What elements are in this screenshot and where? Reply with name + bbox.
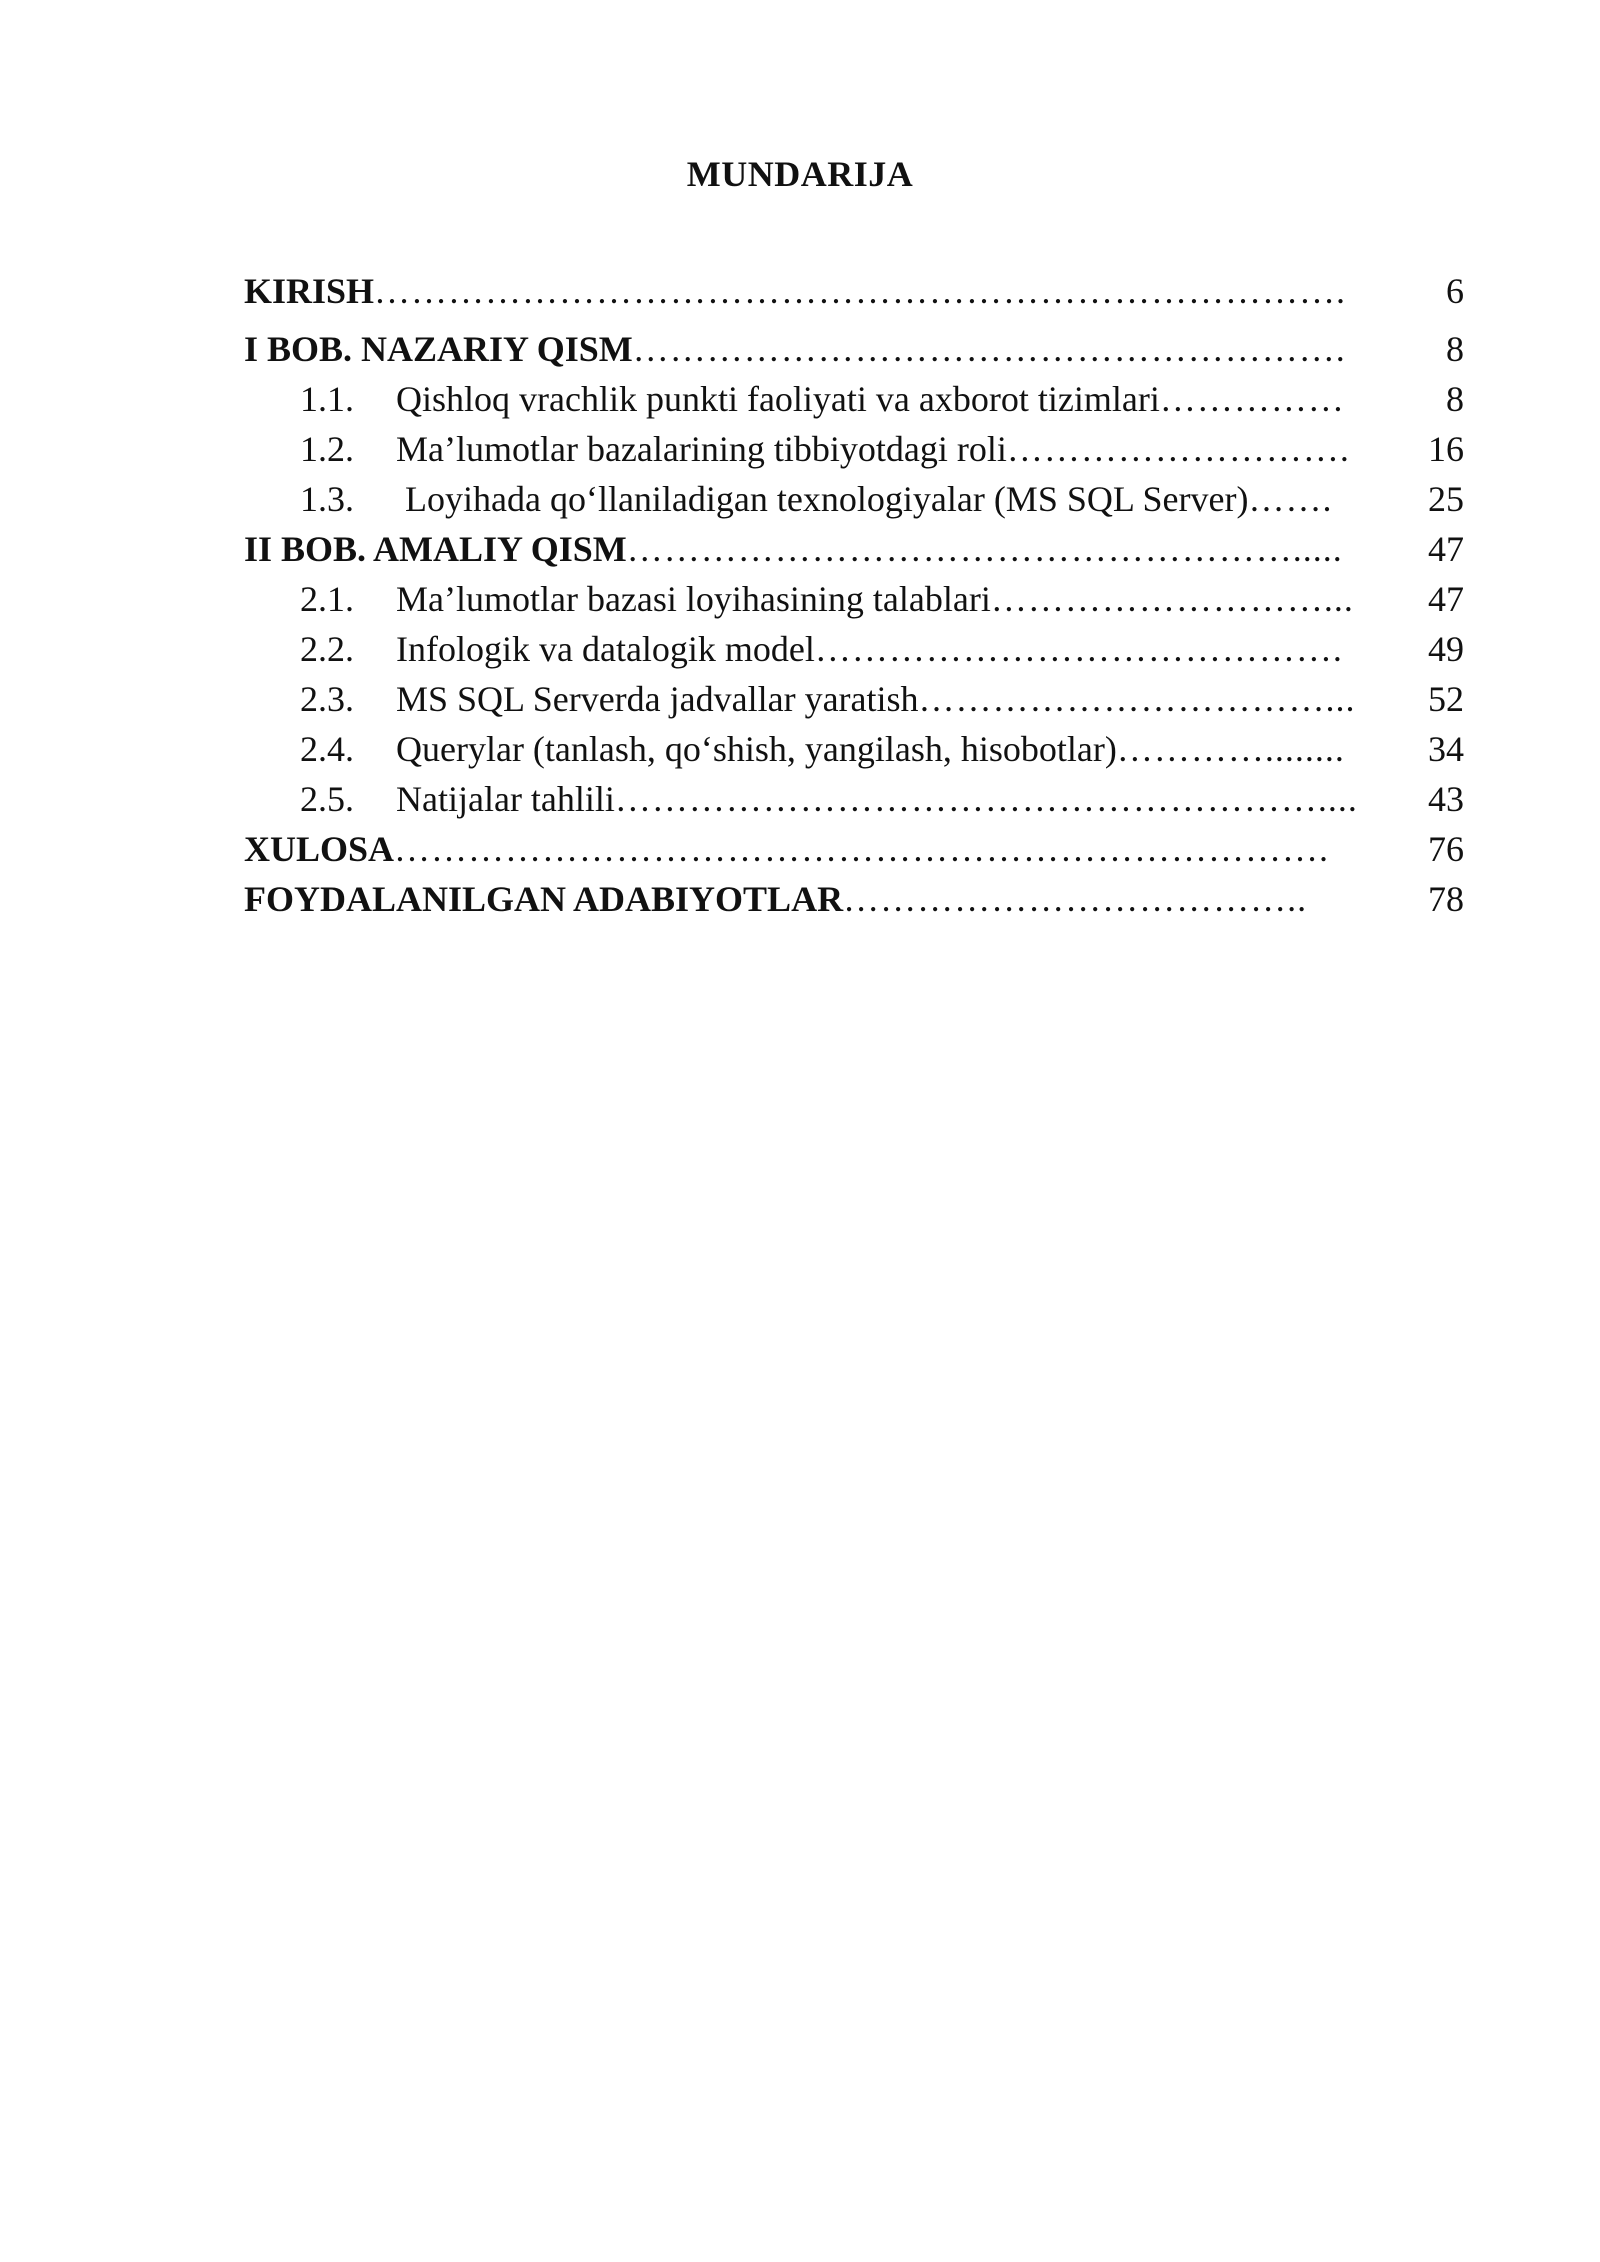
toc-entry-label: KIRISH	[244, 271, 375, 311]
toc-entry-text	[300, 674, 1380, 724]
dot-leader: …………........	[1116, 729, 1345, 769]
toc-entry-section-1-1[interactable]	[244, 374, 1464, 424]
toc-entry-label: Qishloq vrachlik punkti faoliyati va axborot tizimlari	[396, 379, 1160, 419]
toc-page-number: 8	[1446, 329, 1464, 369]
toc-entry-text	[244, 524, 1380, 574]
dot-leader: ……………………….	[1006, 429, 1350, 469]
toc-section-number: 1.3.	[300, 479, 354, 519]
toc-entry-label: Ma’lumotlar bazasi loyihasining talablari	[396, 579, 991, 619]
dot-leader: ……………………………………………….....	[626, 529, 1343, 569]
dot-leader: ……………………………...	[918, 679, 1356, 719]
toc-page-number: 8	[1446, 379, 1464, 419]
toc-entry-xulosa[interactable]	[244, 824, 1464, 874]
toc-entry-text	[244, 266, 1380, 316]
toc-section-number: 1.2.	[300, 429, 354, 469]
toc-page-number: 6	[1446, 271, 1464, 311]
toc-page-number: 78	[1428, 879, 1464, 919]
page-title: MUNDARIJA	[686, 154, 914, 194]
dot-leader: ………………………………………………………………….	[394, 829, 1330, 869]
toc-section-number: 2.5.	[300, 779, 354, 819]
toc-entry-section-2-3[interactable]	[244, 674, 1464, 724]
toc-page-number: 16	[1428, 429, 1464, 469]
dot-leader: ……………	[1159, 379, 1345, 419]
toc-entry-text	[300, 774, 1380, 824]
toc-entry-text	[300, 724, 1380, 774]
toc-entry-label: I BOB. NAZARIY QISM	[244, 329, 633, 369]
toc-section-number: 2.1.	[300, 579, 354, 619]
toc-entry-text	[300, 424, 1380, 474]
toc-page-number: 25	[1428, 479, 1464, 519]
toc-entry-label: Infologik va datalogik model	[396, 629, 815, 669]
toc-entry-section-2-2[interactable]	[244, 624, 1464, 674]
table-of-contents	[244, 266, 1464, 924]
toc-entry-label: XULOSA	[244, 829, 395, 869]
toc-section-number: 2.4.	[300, 729, 354, 769]
toc-page-number: 76	[1428, 829, 1464, 869]
toc-entry-text	[300, 474, 1380, 524]
toc-entry-label: Ma’lumotlar bazalarining tibbiyotdagi roli	[396, 429, 1007, 469]
toc-page-number: 52	[1428, 679, 1464, 719]
toc-section-number: 2.2.	[300, 629, 354, 669]
toc-entry-label: FOYDALANILGAN ADABIYOTLAR	[244, 879, 844, 919]
toc-entry-section-2-5[interactable]	[244, 774, 1464, 824]
toc-entry-text	[300, 374, 1380, 424]
toc-entry-bibliography[interactable]	[244, 874, 1464, 924]
toc-entry-label: Loyihada qo‘llaniladigan texnologiyalar (MS SQL Server)	[396, 479, 1249, 519]
toc-entry-kirish[interactable]	[244, 266, 1464, 316]
toc-page-number: 34	[1428, 729, 1464, 769]
toc-page-number: 49	[1428, 629, 1464, 669]
dot-leader: ………………………………………………….	[632, 329, 1346, 369]
toc-page-number: 47	[1428, 579, 1464, 619]
toc-entry-text	[300, 624, 1380, 674]
dot-leader: …………………………………….	[814, 629, 1343, 669]
toc-page-number: 47	[1428, 529, 1464, 569]
toc-entry-chapter-1[interactable]	[244, 324, 1464, 374]
toc-section-number: 2.3.	[300, 679, 354, 719]
toc-entry-section-1-3[interactable]	[244, 474, 1464, 524]
toc-entry-text	[244, 324, 1380, 374]
toc-entry-chapter-2[interactable]	[244, 524, 1464, 574]
toc-page-number: 43	[1428, 779, 1464, 819]
toc-entry-label: II BOB. AMALIY QISM	[244, 529, 627, 569]
toc-entry-section-1-2[interactable]	[244, 424, 1464, 474]
toc-entry-section-2-4[interactable]	[244, 724, 1464, 774]
dot-leader: ………………………………..	[843, 879, 1308, 919]
dot-leader: …………………………………………………....	[614, 779, 1358, 819]
dot-leader: …….	[1248, 479, 1333, 519]
toc-entry-label: MS SQL Serverda jadvallar yaratish	[396, 679, 919, 719]
toc-entry-label: Querylar (tanlash, qo‘shish, yangilash, hisobotlar)	[396, 729, 1117, 769]
toc-entry-section-2-1[interactable]	[244, 574, 1464, 624]
dot-leader: …………………………………………………………………….	[374, 271, 1347, 311]
toc-entry-text	[300, 574, 1380, 624]
toc-entry-text	[244, 874, 1380, 924]
toc-section-number: 1.1.	[300, 379, 354, 419]
toc-entry-label: Natijalar tahlili	[396, 779, 615, 819]
toc-entry-text	[244, 824, 1380, 874]
dot-leader: ………………………...	[990, 579, 1354, 619]
